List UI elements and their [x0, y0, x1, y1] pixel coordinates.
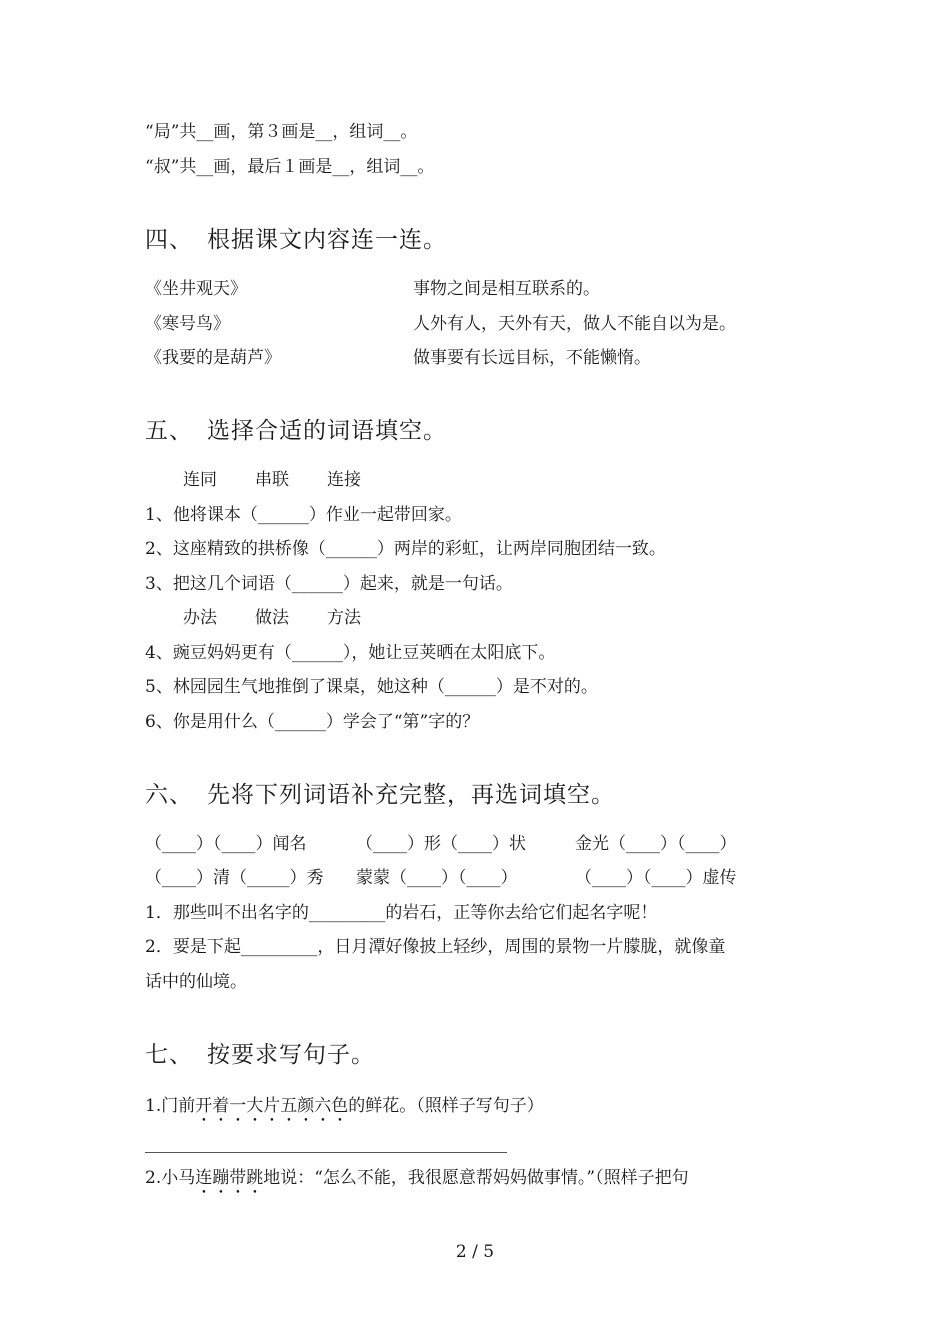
section-number: 六、 — [145, 782, 193, 808]
section-title: 选择合适的词语填空。 — [207, 418, 447, 444]
sentence-prefix: 2.小马 — [145, 1168, 196, 1188]
section-title: 先将下列词语补充完整，再选词填空。 — [207, 782, 615, 808]
emphasized-phrase: 连蹦带跳 — [195, 1168, 264, 1188]
word-bank-2 — [183, 606, 399, 630]
word-option: 做法 — [255, 608, 289, 628]
idiom-blank: （____）（____）闻名 — [145, 834, 307, 854]
match-left-3: 《我要的是葫芦》 — [145, 348, 281, 368]
match-right-2: 人外有人，天外有天，做人不能自以为是。 — [413, 314, 736, 334]
idiom-blank: 蒙蒙（____）（____） — [356, 868, 518, 888]
section-title: 根据课文内容连一连。 — [207, 227, 447, 253]
match-right-1: 事物之间是相互联系的。 — [413, 279, 600, 299]
word-option: 连接 — [327, 470, 361, 490]
section4-heading — [145, 225, 447, 255]
sentence-suffix: 的鲜花。（照样子写句子） — [348, 1096, 544, 1116]
idiom-blank: 金光（____）（____） — [575, 834, 737, 854]
match-left-1: 《坐井观天》 — [145, 279, 247, 299]
idiom-blank: （____）（____）虚传 — [575, 868, 737, 888]
section-number: 七、 — [145, 1042, 193, 1068]
section3-line-1: “局”共__画，第３画是__，组词__。 — [145, 122, 418, 142]
sentence-prefix: 1.门前 — [145, 1096, 196, 1116]
word-option: 串联 — [255, 470, 289, 490]
question-6-1: 1．那些叫不出名字的_________的岩石，正等你去给它们起名字呢！ — [145, 903, 658, 923]
question-5-6: 6、你是用什么（______）学会了“第”字的？ — [145, 712, 480, 732]
match-right-3: 做事要有长远目标，不能懒惰。 — [413, 348, 651, 368]
question-7-1 — [145, 1094, 544, 1126]
section7-heading — [145, 1040, 375, 1070]
question-5-1: 1、他将课本（______）作业一起带回家。 — [145, 505, 462, 525]
question-5-4: 4、豌豆妈妈更有（______），她让豆荚晒在太阳底下。 — [145, 643, 556, 663]
section-number: 四、 — [145, 227, 193, 253]
section3-line-2: “叔”共__画，最后１画是__，组词__。 — [145, 157, 435, 177]
question-5-2: 2、这座精致的拱桥像（______）两岸的彩虹，让两岸同胞团结一致。 — [145, 539, 666, 559]
word-bank-1 — [183, 468, 399, 492]
word-option: 办法 — [183, 608, 217, 628]
section5-heading — [145, 416, 447, 446]
section-title: 按要求写句子。 — [207, 1042, 375, 1068]
question-5-3: 3、把这几个词语（______）起来，就是一句话。 — [145, 574, 513, 594]
question-6-2-continued: 话中的仙境。 — [145, 972, 247, 992]
answer-line[interactable] — [145, 1152, 507, 1153]
section-number: 五、 — [145, 418, 193, 444]
question-6-2: 2．要是下起_________，日月潭好像披上轻纱，周围的景物一片朦胧，就像童 — [145, 937, 726, 957]
idiom-blank: （____）形（____）状 — [356, 834, 526, 854]
section6-heading — [145, 780, 615, 810]
emphasized-phrase: 开着一大片五颜六色 — [195, 1096, 349, 1116]
word-option: 方法 — [327, 608, 361, 628]
match-left-2: 《寒号鸟》 — [145, 314, 230, 334]
question-5-5: 5、林园园生气地推倒了课桌，她这种（______）是不对的。 — [145, 677, 598, 697]
idiom-blank: （____）清（_____）秀 — [145, 868, 324, 888]
sentence-suffix: 地说：“怎么不能，我很愿意帮妈妈做事情。”（照样子把句 — [263, 1168, 689, 1188]
question-7-2 — [145, 1166, 689, 1198]
word-option: 连同 — [183, 470, 217, 490]
page-number: 2 / 5 — [455, 1242, 495, 1262]
